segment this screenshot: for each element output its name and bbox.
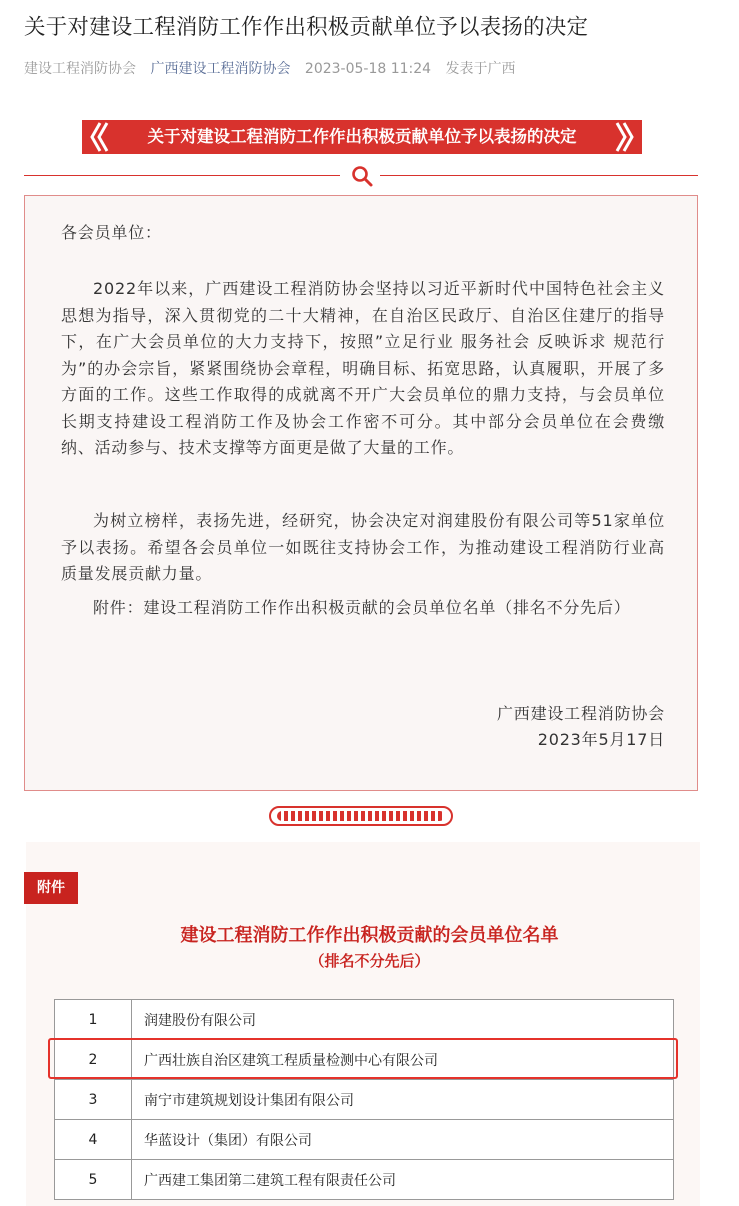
table-row: [55, 1120, 674, 1160]
row-number: 5: [55, 1160, 132, 1200]
table-row: [55, 1000, 674, 1040]
letter-signature: 广西建设工程消防协会: [496, 704, 665, 723]
row-number: 4: [55, 1120, 132, 1160]
member-list-table: [54, 999, 674, 1200]
row-company-name: 润建股份有限公司: [132, 1000, 674, 1040]
annex-subtitle: （排名不分先后）: [309, 952, 430, 970]
annex-tag: 附件: [24, 872, 78, 904]
stripe-divider-decor: [269, 806, 453, 826]
article-meta: [24, 58, 526, 78]
row-company-name: 广西壮族自治区建筑工程质量检测中心有限公司: [132, 1040, 674, 1080]
chevron-right-decor-icon: [612, 120, 638, 154]
annex-title: 建设工程消防工作作出积极贡献的会员单位名单: [180, 925, 559, 946]
row-highlight-box: [48, 1038, 678, 1079]
magnifier-icon: [350, 164, 374, 188]
meta-datetime: 2023-05-18 11:24: [304, 61, 432, 77]
row-number: 2: [55, 1040, 132, 1080]
row-company-name: 广西建工集团第二建筑工程有限责任公司: [132, 1160, 674, 1200]
divider-right: [380, 175, 698, 176]
row-company-name: 南宁市建筑规划设计集团有限公司: [132, 1080, 674, 1120]
chevron-left-decor-icon: [86, 120, 112, 154]
row-number: 1: [55, 1000, 132, 1040]
row-number: 3: [55, 1080, 132, 1120]
table-row: [55, 1160, 674, 1200]
article-title: 关于对建设工程消防工作作出积极贡献单位予以表扬的决定: [24, 15, 589, 40]
meta-account-link[interactable]: 广西建设工程消防协会: [150, 61, 291, 77]
letter-salutation: 各会员单位：: [61, 223, 162, 242]
title-banner: [82, 120, 642, 154]
letter-attachment-note: 附件：建设工程消防工作作出积极贡献的会员单位名单（排名不分先后）: [93, 598, 631, 617]
divider-left: [24, 175, 340, 176]
meta-source: 建设工程消防协会: [24, 61, 136, 77]
letter-date: 2023年5月17日: [537, 730, 665, 749]
letter-body: [24, 195, 698, 791]
table-row: [55, 1080, 674, 1120]
banner-text: 关于对建设工程消防工作作出积极贡献单位予以表扬的决定: [147, 127, 577, 146]
letter-paragraph: 2022年以来，广西建设工程消防协会坚持以习近平新时代中国特色社会主义思想为指导，深入贯彻党的二十大精神，在自治区民政厅、自治区住建厅的指导下，在广大会员单位的大力支持下，按照”立足行业 服务社会 反映诉求 规范行为”的办会宗旨，紧紧围绕协会章程，明确目标、拓宽思路，认真履职，开展了多方面的工作。这些工作取得的成就离不开广大会员单位的鼎力支持，与会员单位长期支持建设工程消防工作及协会工作密不可分。其中部分会员单位在会费缴纳、活动参与、技术支撑等方面更是做了大量的工作。: [61, 279, 665, 457]
row-company-name: 华蓝设计（集团）有限公司: [132, 1120, 674, 1160]
letter-paragraph: 为树立榜样，表扬先进，经研究，协会决定对润建股份有限公司等51家单位予以表扬。希望各会员单位一如既往支持协会工作，为推动建设工程消防行业高质量发展贡献力量。: [61, 511, 665, 583]
meta-location: 发表于广西: [445, 61, 516, 77]
